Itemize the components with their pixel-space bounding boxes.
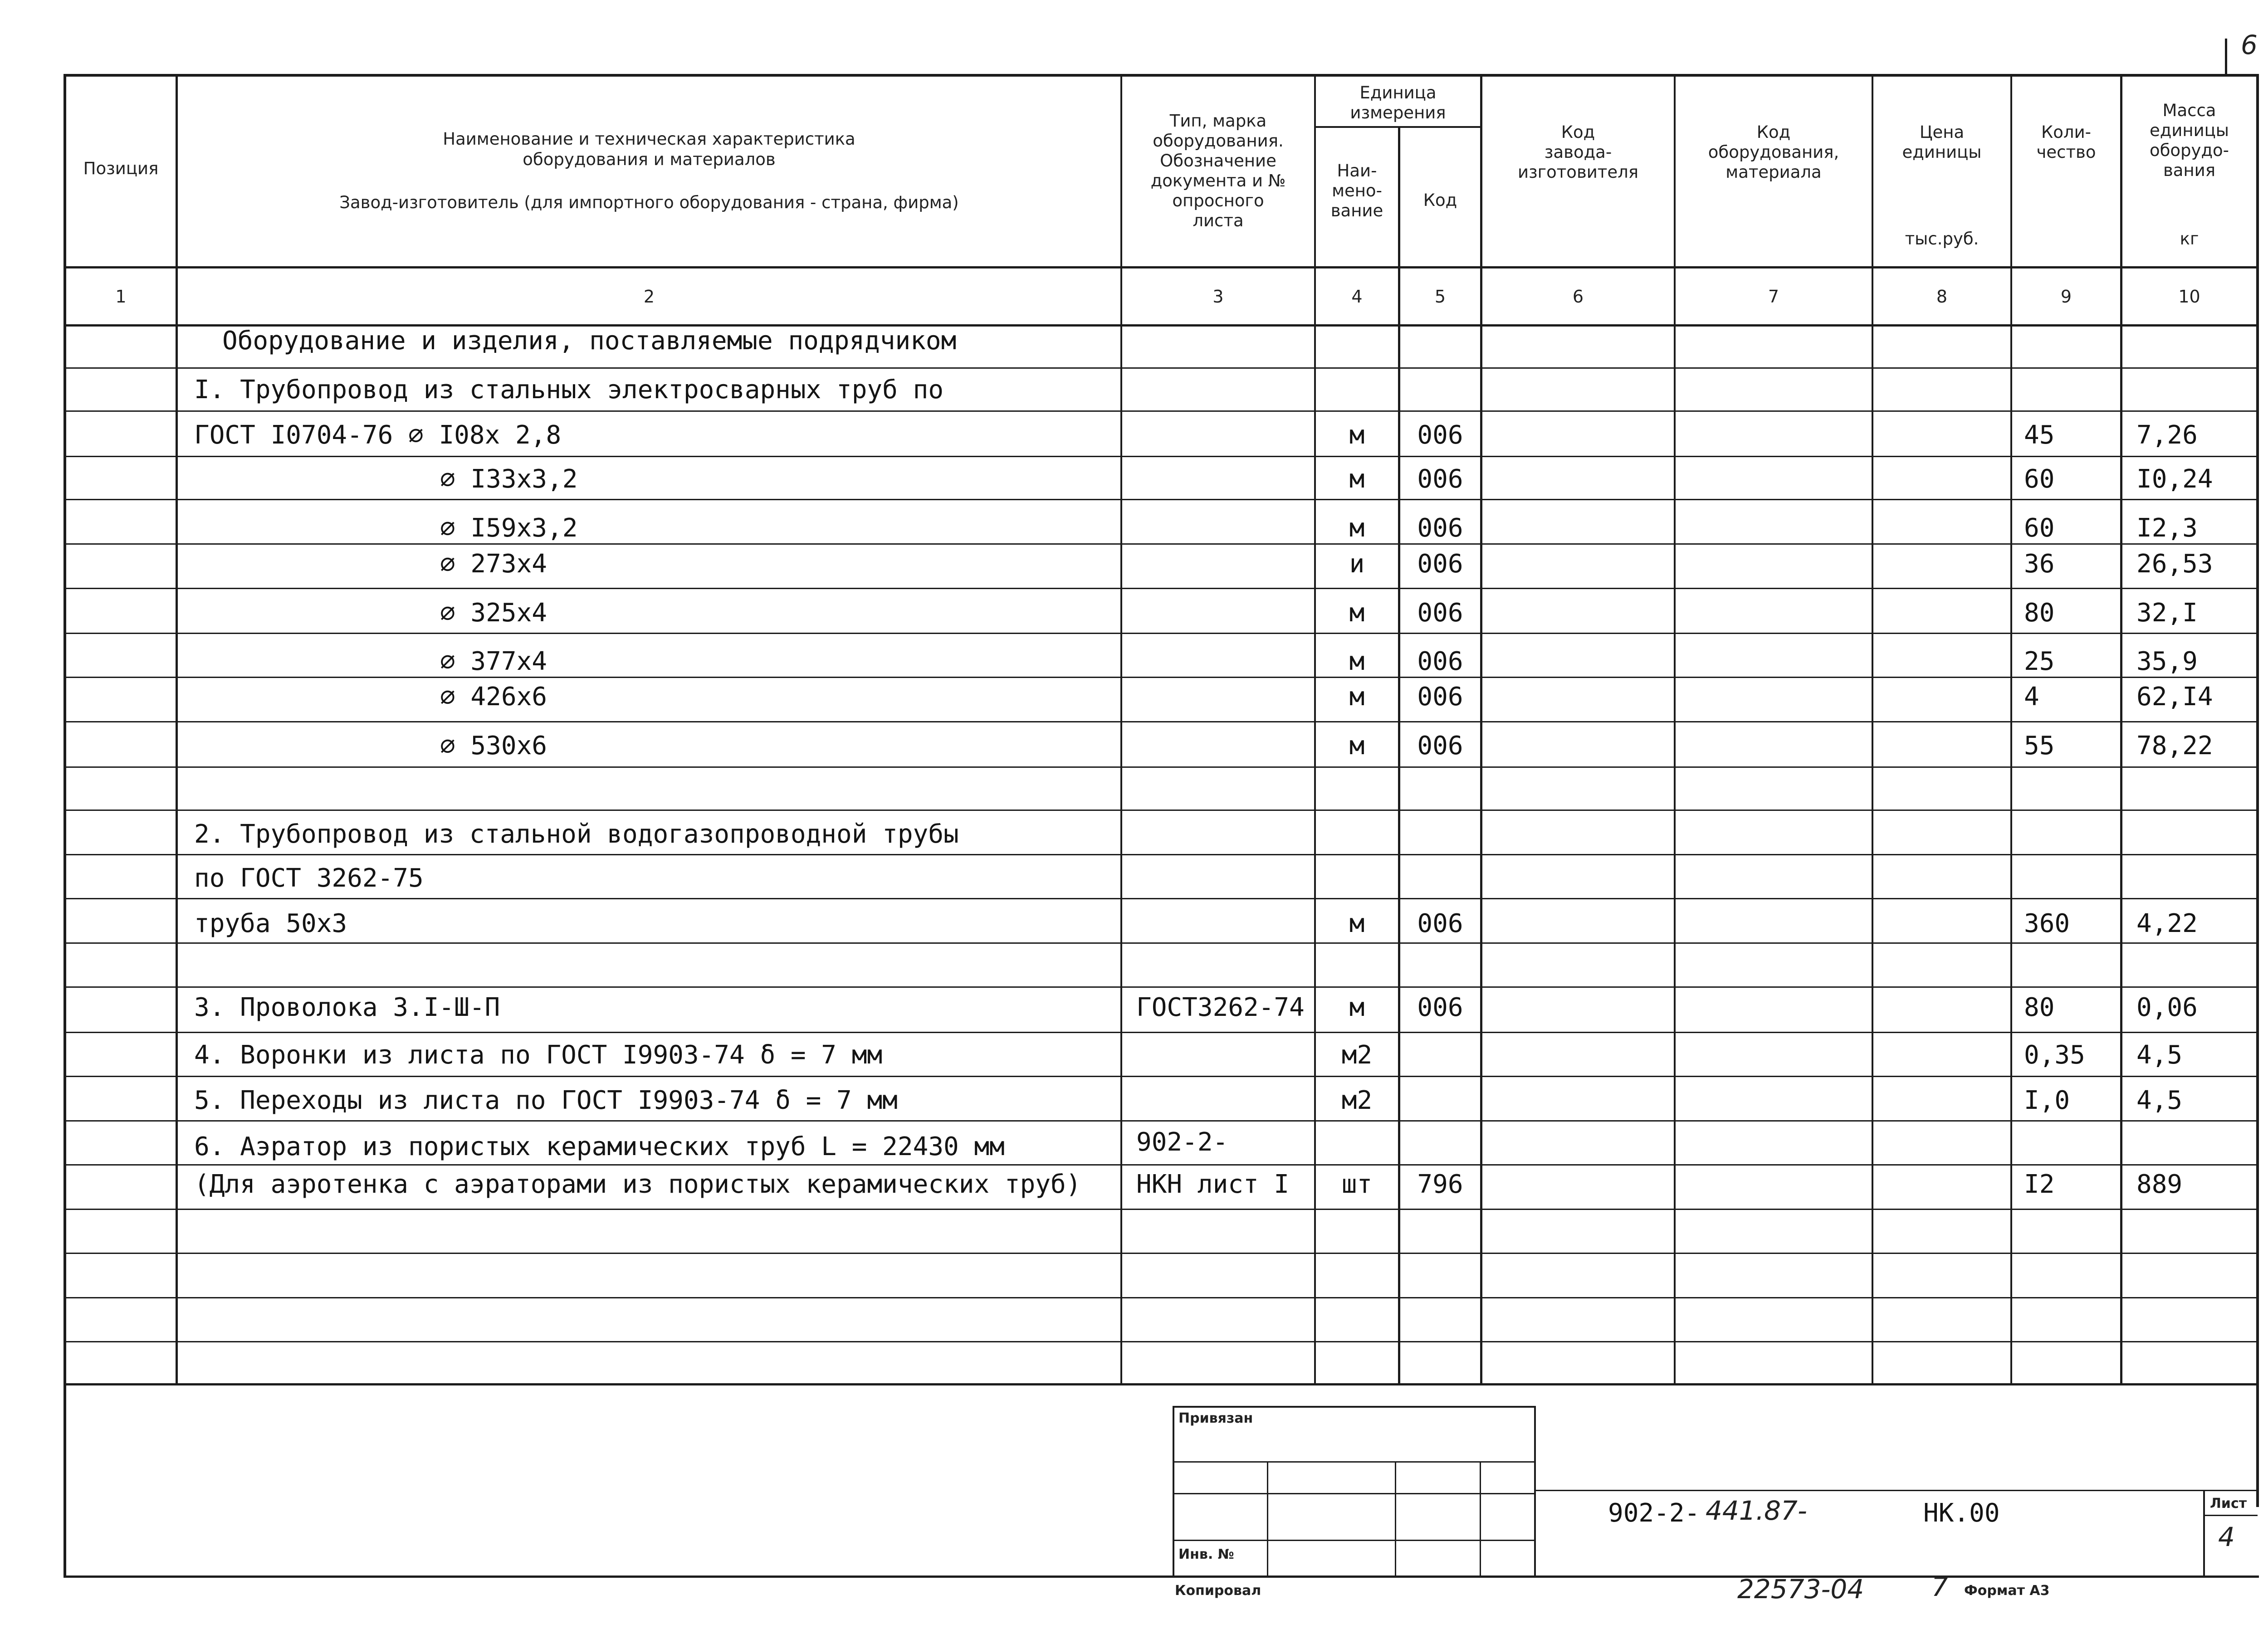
stamp-box-top	[1173, 1406, 1535, 1408]
header-unit-code: Код	[1423, 190, 1457, 210]
column-number: 9	[2060, 287, 2072, 307]
row-item-name: I. Трубопровод из стальных электросварных труб по	[194, 375, 944, 405]
column-divider-2	[1120, 74, 1122, 1385]
column-number: 6	[1572, 287, 1584, 307]
archive-suffix: 7	[1931, 1571, 1948, 1602]
row-quantity: I2	[2024, 1170, 2055, 1199]
stamp-grid-h2	[1173, 1493, 1535, 1494]
row-separator	[66, 1341, 2256, 1342]
row-item-name: 2. Трубопровод из стальной водогазопроводной трубы	[194, 819, 959, 849]
row-separator	[66, 721, 2256, 722]
row-separator	[66, 810, 2256, 811]
column-divider-6	[1674, 74, 1676, 1385]
row-item-name: (Для аэротенка с аэраторами из пористых керамических труб)	[194, 1170, 1081, 1199]
header-unit-name: Наи- мено- вание	[1330, 161, 1383, 220]
row-unit: м	[1349, 993, 1365, 1022]
column-number: 8	[1936, 287, 1948, 307]
stamp-grid-v1	[1267, 1461, 1268, 1577]
header-mass-unit: кг	[2180, 229, 2199, 249]
row-quantity: 80	[2024, 598, 2055, 628]
header-manufacturer: Завод-изготовитель (для импортного оборудования - страна, фирма)	[339, 193, 959, 212]
row-code: 006	[1417, 682, 1463, 712]
column-number: 3	[1212, 287, 1224, 307]
row-separator	[66, 942, 2256, 944]
row-separator	[66, 410, 2256, 412]
column-number: 10	[2178, 287, 2200, 307]
stamp-grid-h1	[1173, 1461, 1535, 1463]
header-unit-mass: Масса единицы оборудо- вания	[2149, 101, 2229, 180]
row-item-name: ∅ 377x4	[440, 647, 547, 676]
row-separator	[66, 986, 2256, 988]
header-position: Позиция	[83, 159, 159, 178]
row-item-name: ∅ 273x4	[440, 549, 547, 579]
row-item-name: 6. Аэратор из пористых керамических труб L = 22430 мм	[194, 1132, 1005, 1161]
row-mass: 35,9	[2136, 647, 2198, 676]
row-code: 006	[1417, 420, 1463, 450]
row-item-name: ∅ 530x6	[440, 731, 547, 761]
row-separator	[66, 543, 2256, 545]
row-doc: ГОСТ3262-74	[1136, 993, 1305, 1022]
doc-number-suffix: НК.00	[1923, 1498, 2000, 1528]
header-unit-price: Цена единицы	[1902, 122, 1982, 162]
row-quantity: 25	[2024, 647, 2055, 676]
row-quantity: 55	[2024, 731, 2055, 761]
stamp-grid-v3	[1480, 1461, 1481, 1577]
row-item-name: по ГОСТ 3262-75	[194, 863, 424, 893]
header-plant-code: Код завода- изготовителя	[1517, 122, 1639, 182]
row-separator	[66, 367, 2256, 369]
stamp-box-left	[1173, 1406, 1174, 1577]
row-separator	[66, 1076, 2256, 1077]
row-unit: м2	[1341, 1040, 1373, 1070]
row-item-name: ГОСТ I0704-76 ∅ I08x 2,8	[194, 420, 562, 450]
doc-number-printed: 902-2-	[1608, 1498, 1700, 1528]
row-unit: м	[1349, 598, 1365, 628]
sheet-box-divider	[2203, 1515, 2258, 1516]
row-mass: 7,26	[2136, 420, 2198, 450]
row-item-name: 4. Воронки из листа по ГОСТ I9903-74 δ = 7 мм	[194, 1040, 883, 1070]
row-separator	[66, 766, 2256, 768]
header-name-line1: Наименование и техническая характеристика	[443, 129, 855, 149]
frame-right-border	[2256, 74, 2259, 1507]
row-code: 006	[1417, 464, 1463, 494]
row-code: 796	[1417, 1170, 1463, 1199]
row-separator	[66, 1164, 2256, 1166]
corner-mark-line	[2225, 39, 2227, 75]
column-divider-1	[176, 74, 178, 1385]
row-quantity: 60	[2024, 464, 2055, 494]
copied-label: Копировал	[1175, 1583, 1261, 1599]
row-item-name: ∅ 426x6	[440, 682, 547, 712]
stamp-grid-h3	[1173, 1540, 1535, 1541]
row-quantity: 4	[2024, 682, 2039, 712]
row-item-name: 3. Проволока 3.I-Ш-П	[194, 993, 500, 1022]
header-price-unit: тыс.руб.	[1905, 229, 1979, 249]
row-mass: 4,5	[2136, 1086, 2183, 1115]
header-quantity: Коли- чество	[2036, 122, 2096, 162]
row-mass: 4,5	[2136, 1040, 2183, 1070]
row-separator	[66, 456, 2256, 457]
row-unit: м2	[1341, 1086, 1373, 1115]
row-quantity: 0,35	[2024, 1040, 2085, 1070]
column-divider-8	[2010, 74, 2012, 1385]
row-quantity: 45	[2024, 420, 2055, 450]
column-number: 4	[1351, 287, 1363, 307]
stamp-bound-label: Привязан	[1178, 1410, 1253, 1426]
table-bottom-border	[64, 1383, 2259, 1385]
row-unit: м	[1349, 420, 1365, 450]
row-code: 006	[1417, 549, 1463, 579]
row-separator	[66, 588, 2256, 589]
row-quantity: I,0	[2024, 1086, 2070, 1115]
stamp-number-line	[1534, 1490, 2256, 1491]
row-code: 006	[1417, 647, 1463, 676]
row-code: 006	[1417, 731, 1463, 761]
row-item-name: труба 50x3	[194, 909, 347, 938]
archive-number: 22573-04	[1737, 1574, 1864, 1605]
sheet-label: Лист	[2210, 1496, 2247, 1512]
row-unit: м	[1349, 682, 1365, 712]
frame-bottom-border	[64, 1575, 2259, 1578]
row-mass: I0,24	[2136, 464, 2213, 494]
row-unit: м	[1349, 464, 1365, 494]
header-type-doc: Тип, марка оборудования. Обозначение документа и № опросного листа	[1150, 111, 1286, 230]
row-separator	[66, 1120, 2256, 1122]
row-unit: и	[1349, 549, 1365, 579]
column-divider-7	[1872, 74, 1873, 1385]
row-separator	[66, 633, 2256, 634]
row-mass: I2,3	[2136, 513, 2198, 543]
stamp-inv-label: Инв. №	[1178, 1546, 1234, 1562]
row-quantity: 80	[2024, 993, 2055, 1022]
header-equipment-code: Код оборудования, материала	[1708, 122, 1839, 182]
column-divider-9	[2120, 74, 2122, 1385]
row-separator	[66, 677, 2256, 678]
row-separator	[66, 1253, 2256, 1254]
row-quantity: 360	[2024, 909, 2070, 938]
row-mass: 889	[2136, 1170, 2183, 1199]
row-unit: м	[1349, 647, 1365, 676]
header-name-line2: оборудования и материалов	[523, 150, 776, 169]
header-bottom-line	[64, 266, 2259, 268]
sheet-box-left	[2203, 1490, 2205, 1577]
row-mass: 0,06	[2136, 993, 2198, 1022]
sheet-number: 4	[2218, 1522, 2235, 1552]
row-separator	[66, 854, 2256, 855]
section-heading-contractor: Оборудование и изделия, поставляемые подрядчиком	[222, 326, 957, 356]
row-mass: 26,53	[2136, 549, 2213, 579]
row-unit: м	[1349, 909, 1365, 938]
column-number: 7	[1768, 287, 1779, 307]
stamp-box-right	[1534, 1406, 1536, 1577]
row-unit: м	[1349, 731, 1365, 761]
row-unit: м	[1349, 513, 1365, 543]
row-code: 006	[1417, 598, 1463, 628]
row-item-name: ∅ 325x4	[440, 598, 547, 628]
row-quantity: 36	[2024, 549, 2055, 579]
row-item-name: ∅ I33x3,2	[440, 464, 578, 494]
format-label: Формат А3	[1964, 1583, 2050, 1599]
column-number: 5	[1434, 287, 1446, 307]
column-number: 1	[115, 287, 127, 307]
row-code: 006	[1417, 513, 1463, 543]
unit-group-divider	[1314, 126, 1481, 128]
stamp-grid-v2	[1395, 1461, 1396, 1577]
row-separator	[66, 499, 2256, 500]
row-item-name: ∅ I59x3,2	[440, 513, 578, 543]
row-unit: шт	[1341, 1170, 1373, 1199]
row-mass: 78,22	[2136, 731, 2213, 761]
row-mass: 62,I4	[2136, 682, 2213, 712]
column-divider-5	[1480, 74, 1482, 1385]
row-item-name: 5. Переходы из листа по ГОСТ I9903-74 δ = 7 мм	[194, 1086, 898, 1115]
doc-number-handwritten: 441.87-	[1706, 1495, 1807, 1526]
row-doc: НКН лист I	[1136, 1170, 1290, 1199]
row-mass: 32,I	[2136, 598, 2198, 628]
header-unit-group: Единица измерения	[1350, 83, 1446, 122]
row-doc: 902-2-	[1136, 1127, 1228, 1157]
row-quantity: 60	[2024, 513, 2055, 543]
row-code: 006	[1417, 993, 1463, 1022]
row-code: 006	[1417, 909, 1463, 938]
frame-top-border	[64, 74, 2259, 77]
row-separator	[66, 898, 2256, 899]
row-separator	[66, 1297, 2256, 1298]
row-separator	[66, 1032, 2256, 1033]
row-separator	[66, 1209, 2256, 1210]
column-number: 2	[643, 287, 655, 307]
corner-sheet-mark: 6	[2241, 29, 2258, 60]
row-mass: 4,22	[2136, 909, 2198, 938]
